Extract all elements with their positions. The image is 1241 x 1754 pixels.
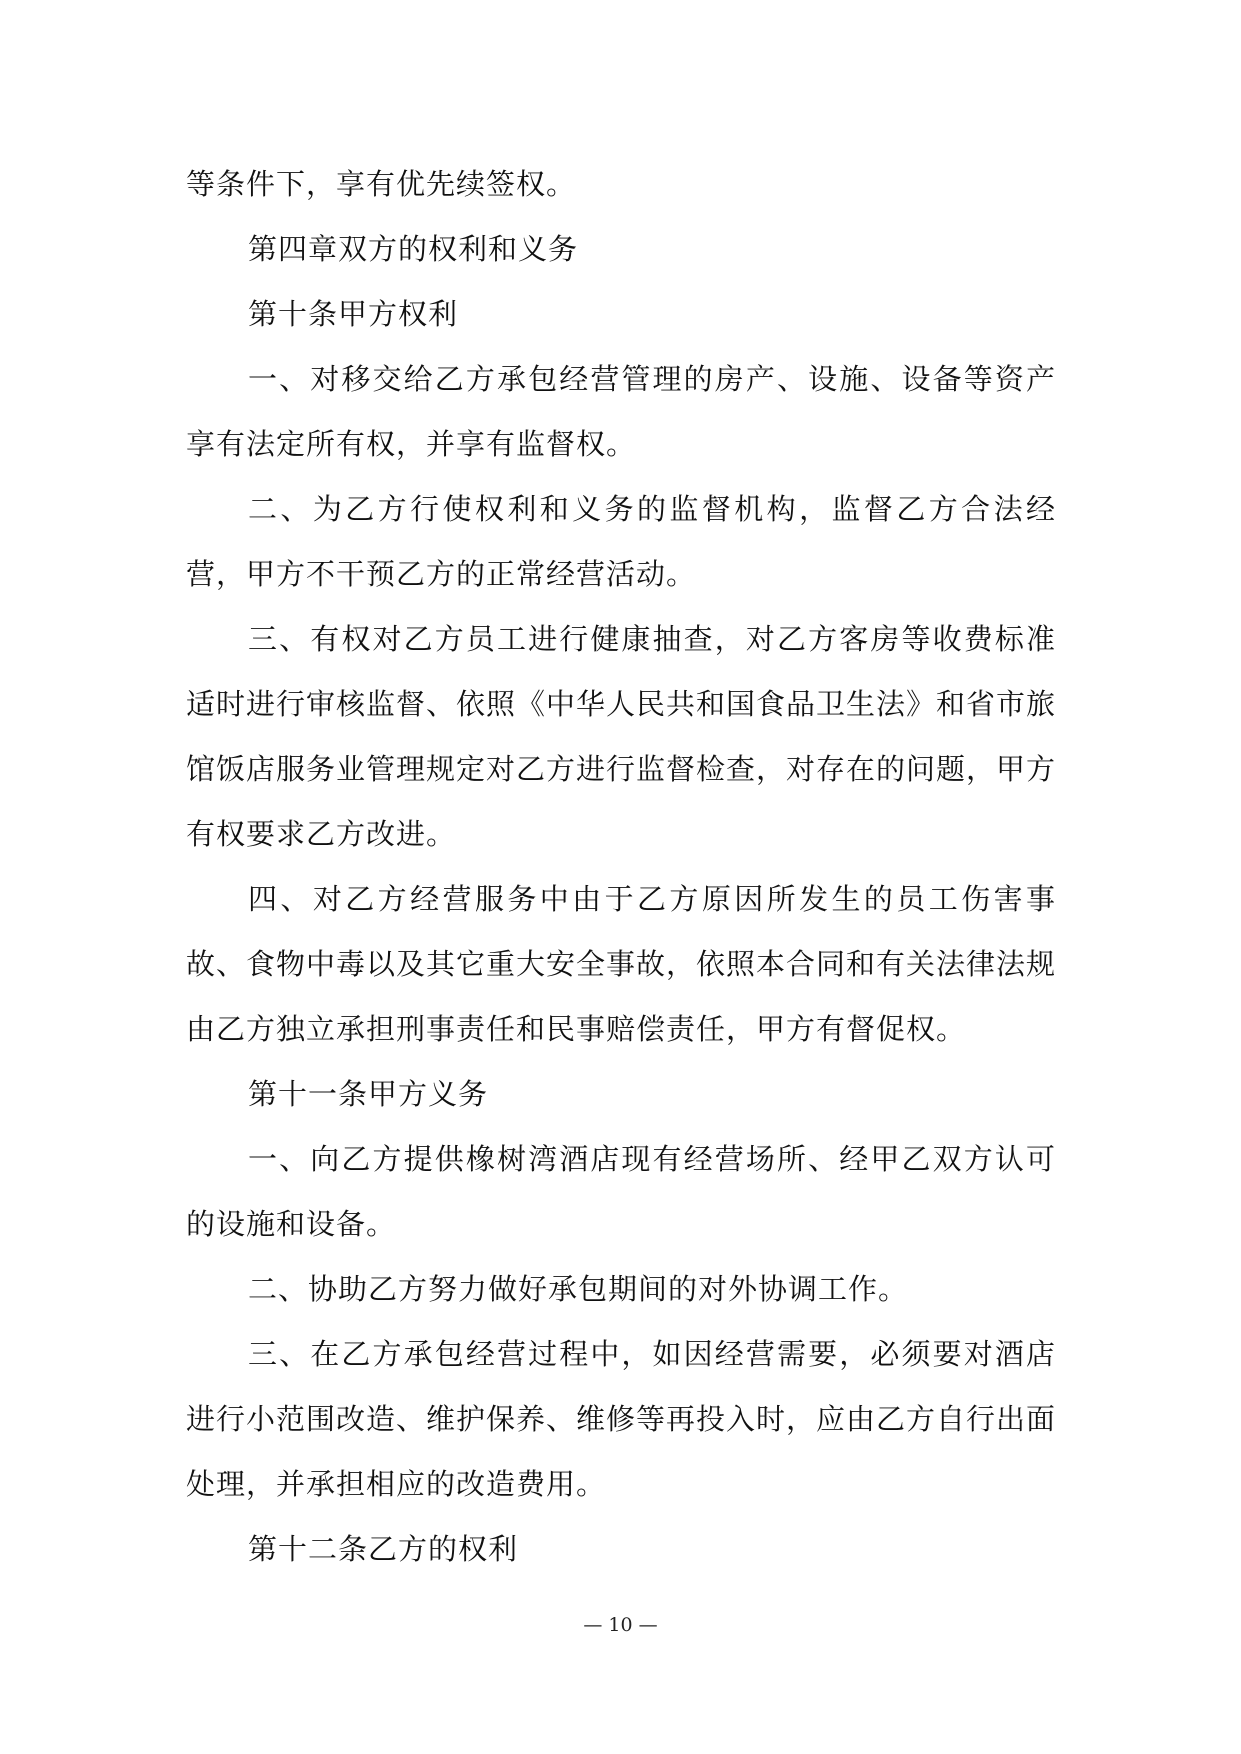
paragraph: 一、向乙方提供橡树湾酒店现有经营场所、经甲乙双方认可的设施和设备。 [186,1142,1056,1241]
paragraph: 三、有权对乙方员工进行健康抽查，对乙方客房等收费标准适时进行审核监督、依照《中华人民共和国食品卫生法》和省市旅馆饭店服务业管理规定对乙方进行监督检查，对存在的问题，甲方有权要求乙方改进。 [186,622,1057,851]
paragraph: 一、对移交给乙方承包经营管理的房产、设施、设备等资产享有法定所有权，并享有监督权。 [186,362,1056,461]
paragraph: 四、对乙方经营服务中由于乙方原因所发生的员工伤害事故、食物中毒以及其它重大安全事故，依照本合同和有关法律法规由乙方独立承担刑事责任和民事赔偿责任，甲方有督促权。 [186,882,1057,1046]
article-heading: 第十二条乙方的权利 [248,1532,519,1566]
article-heading: 第十条甲方权利 [248,297,459,331]
chapter-heading: 第四章双方的权利和义务 [248,232,579,266]
paragraph: 二、为乙方行使权利和义务的监督机构，监督乙方合法经营，甲方不干预乙方的正常经营活动。 [186,492,1056,591]
page-number: — 10 — [583,1614,658,1636]
paragraph: 三、在乙方承包经营过程中，如因经营需要，必须要对酒店进行小范围改造、维护保养、维修等再投入时，应由乙方自行出面处理，并承担相应的改造费用。 [186,1337,1057,1501]
paragraph-continuation: 等条件下，享有优先续签权。 [186,167,577,201]
article-heading: 第十一条甲方义务 [248,1077,489,1111]
document-body [186,152,1056,1582]
paragraph: 二、协助乙方努力做好承包期间的对外协调工作。 [248,1272,909,1306]
